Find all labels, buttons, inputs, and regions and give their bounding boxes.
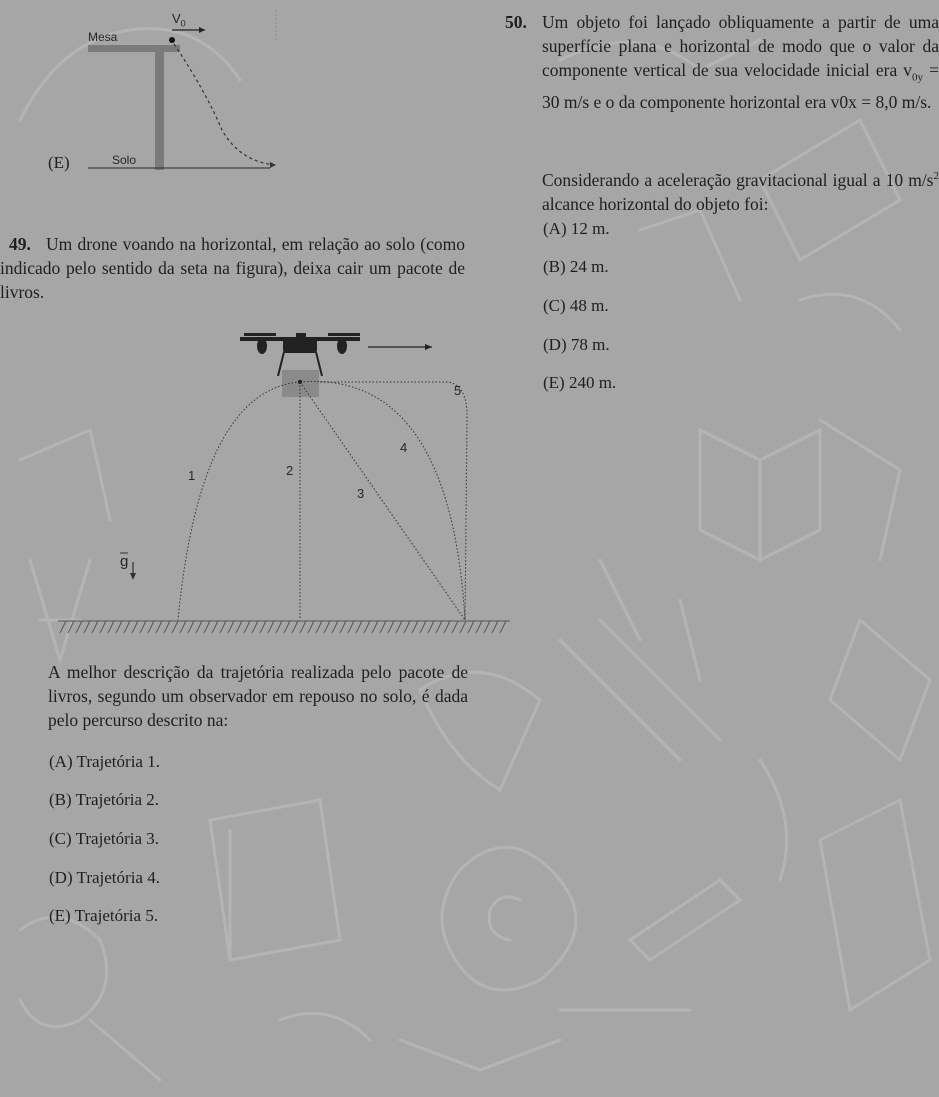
q50-text2-part1: Considerando a aceleração gravitacional igual a 10 m/s	[542, 169, 934, 190]
q48-option-e: (E)	[48, 153, 70, 172]
q49-text: Um drone voando na horizontal, em relação ao solo (como indicado pelo sentido da seta na figura), deixa cair um pacote de livros.	[0, 234, 465, 302]
path-label-5: 5	[454, 383, 462, 398]
q50-option-e: (E) 240 m.	[543, 373, 617, 392]
trajectory-1	[178, 382, 300, 620]
q50-option-b: (B) 24 m.	[543, 257, 609, 276]
velocity-subscript: 0	[180, 18, 186, 29]
q50-text2-part2: alcance horizontal do objeto foi:	[542, 193, 769, 214]
path-label-1: 1	[188, 468, 196, 483]
table-label: Mesa	[88, 30, 118, 44]
q50-text-part1: Um objeto foi lançado obliquamente a partir de uma superfície plana e horizontal de modo que o valor da componente vertical de sua velocidade inicial era v	[542, 12, 939, 80]
q50-text2	[542, 164, 939, 216]
path-label-3: 3	[357, 486, 365, 501]
drone	[240, 333, 360, 354]
path-label-2: 2	[286, 463, 294, 478]
q49-option-a: (A) Trajetória 1.	[49, 752, 160, 771]
q50-question	[505, 10, 939, 114]
velocity-symbol: V	[172, 11, 181, 26]
q49-option-c: (C) Trajetória 3.	[49, 829, 160, 848]
q49-option-e: (E) Trajetória 5.	[49, 906, 159, 925]
q49-prompt: A melhor descrição da trajetória realizada pelo pacote de livros, segundo um observador em repouso no solo, é dada pelo percurso descrito na:	[48, 662, 468, 730]
q50-option-c: (C) 48 m.	[543, 296, 609, 315]
trajectory-3	[300, 382, 465, 620]
q50-number: 50.	[505, 12, 527, 32]
ground-label: Solo	[112, 153, 137, 167]
q50-text2-sup: 2	[933, 170, 939, 182]
q50-text-part2: = 30 m/s e o da componente horizontal era v0x = 8,0 m/s.	[542, 60, 939, 112]
q49-option-b: (B) Trajetória 2.	[49, 790, 160, 809]
q50-option-d: (D) 78 m.	[543, 335, 610, 354]
gravity-label: g	[120, 553, 129, 570]
path-label-4: 4	[400, 440, 408, 455]
q50-text-sub: 0y	[912, 71, 924, 84]
q49-number: 49.	[9, 234, 31, 254]
q50-option-a: (A) 12 m.	[543, 219, 610, 238]
q49-option-d: (D) Trajetória 4.	[49, 868, 160, 887]
ground-hatching	[60, 621, 506, 633]
trajectory-5	[320, 382, 467, 620]
